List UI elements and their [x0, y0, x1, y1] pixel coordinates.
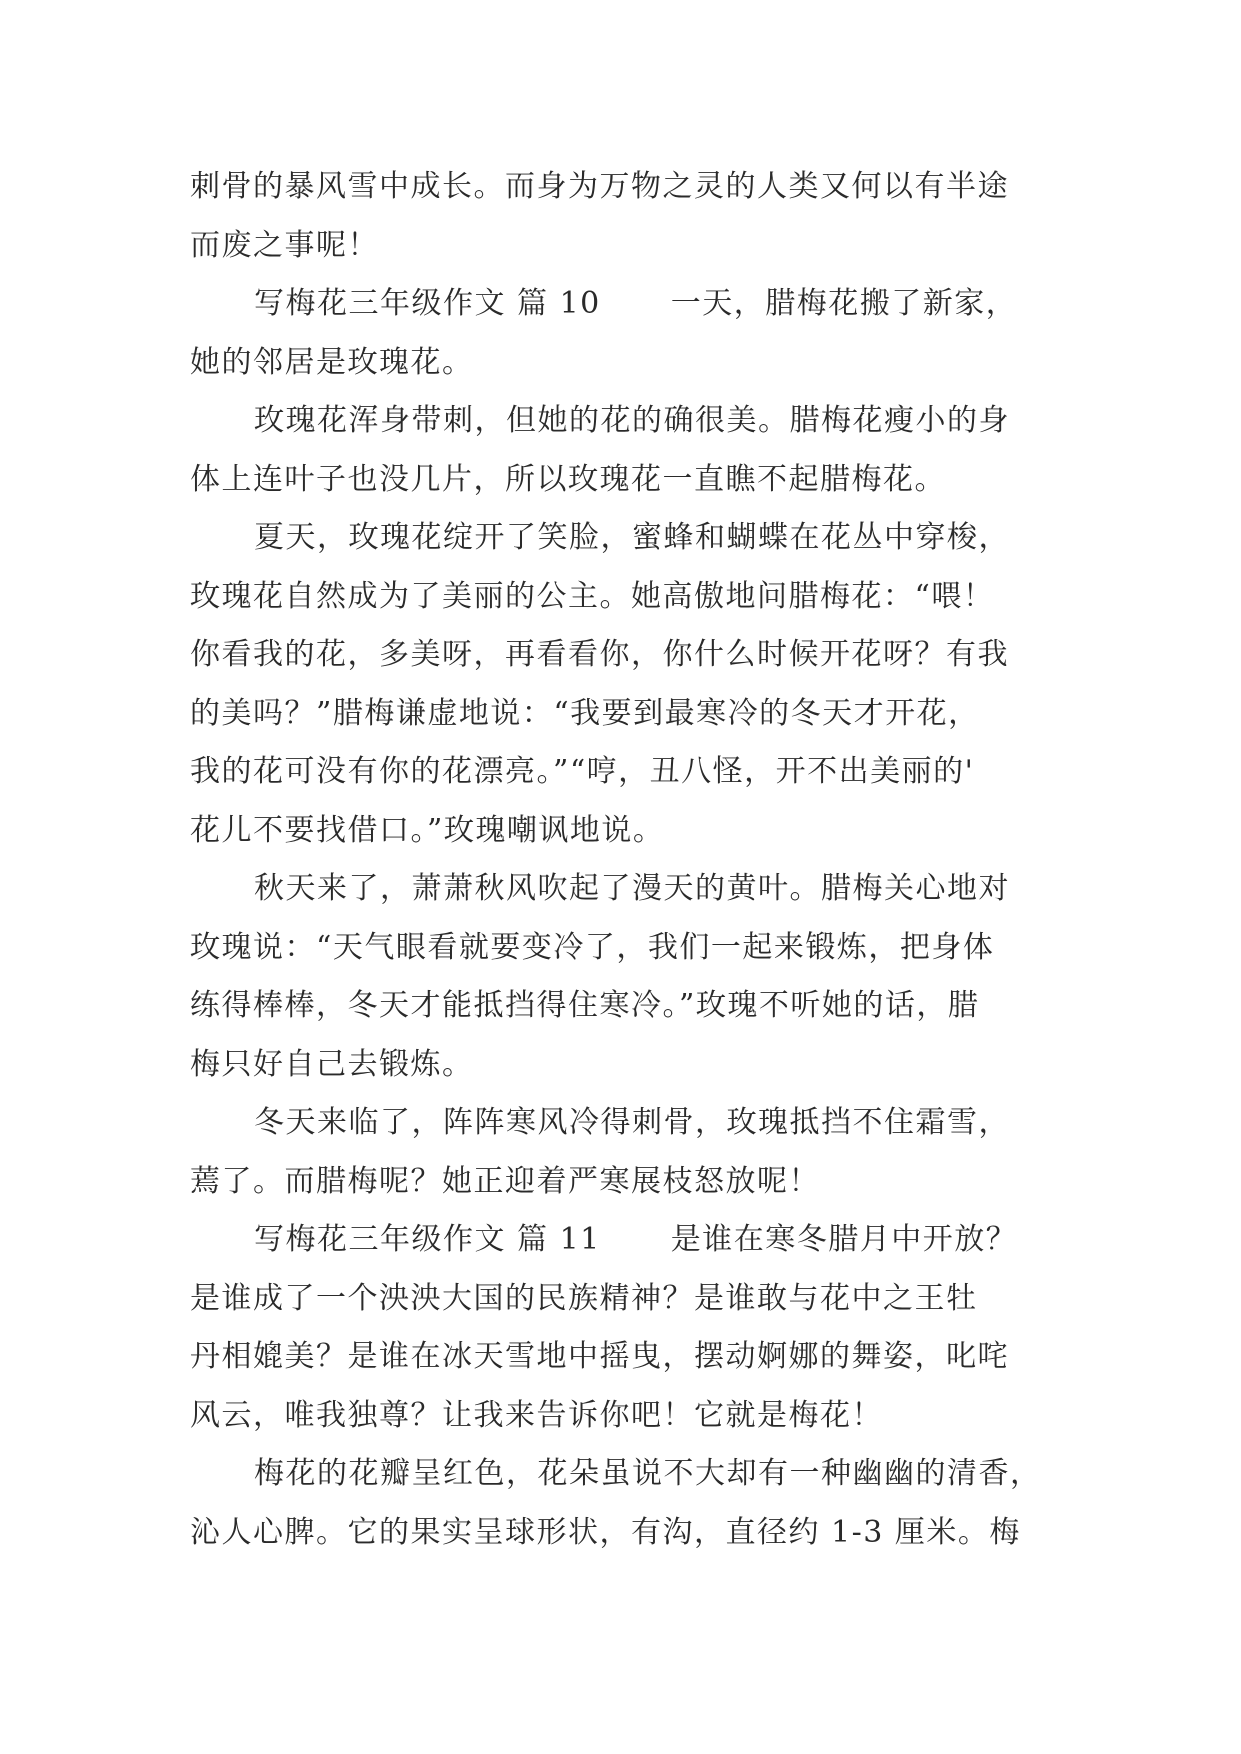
paragraph-start-line: 玫瑰花浑身带刺，但她的花的确很美。腊梅花瘦小的身 — [254, 403, 1010, 438]
text-line: 玫瑰花自然成为了美丽的公主。她高傲地问腊梅花：“喂！ — [190, 578, 995, 614]
text-line: 体上连叶子也没几片，所以玫瑰花一直瞧不起腊梅花。 — [190, 461, 946, 497]
text-line: 风云，唯我独尊？让我来告诉你吧！它就是梅花！ — [190, 1397, 883, 1433]
paragraph-start-line: 秋天来了，萧萧秋风吹起了漫天的黄叶。腊梅关心地对 — [254, 871, 1010, 906]
text-line: 蔫了。而腊梅呢？她正迎着严寒展枝怒放呢！ — [190, 1163, 820, 1199]
text-line: 你看我的花，多美呀，再看看你，你什么时候开花呀？有我 — [190, 637, 1009, 672]
paragraph-start-line: 冬天来临了，阵阵寒风冷得刺骨，玫瑰抵挡不住霜雪， — [254, 1105, 1010, 1140]
text-line: 练得棒棒，冬天才能抵挡得住寒冷。”玫瑰不听她的话，腊 — [190, 988, 980, 1023]
section-heading-line — [190, 275, 1060, 334]
text-line: 花儿不要找借口。”玫瑰嘲讽地说。 — [190, 812, 665, 848]
text-line: 她的邻居是玫瑰花。 — [190, 344, 474, 380]
text-line: 是谁成了一个泱泱大国的民族精神？是谁敢与花中之王牡 — [190, 1280, 978, 1316]
text-line: 丹相媲美？是谁在冰天雪地中摇曳，摆动婀娜的舞姿，叱咤 — [190, 1339, 1009, 1374]
text-line: 梅只好自己去锻炼。 — [190, 1046, 474, 1082]
document-body — [190, 158, 1060, 1562]
text-line: 而废之事呢！ — [190, 227, 379, 263]
text-fragment: 是谁在寒冬腊月中开放？ — [670, 1222, 1018, 1257]
text-line: 沁人心脾。它的果实呈球形状，有沟，直径约 1-3 厘米。梅 — [190, 1514, 1021, 1550]
text-line: 的美吗？”腊梅谦虚地说：“我要到最寒冷的冬天才开花， — [190, 695, 980, 731]
paragraph-start-line: 夏天，玫瑰花绽开了笑脸，蜜蜂和蝴蝶在花丛中穿梭， — [254, 520, 1010, 555]
text-line: 刺骨的暴风雪中成长。而身为万物之灵的人类又何以有半途 — [190, 169, 1009, 204]
section-heading: 写梅花三年级作文 篇 11 — [254, 1222, 601, 1257]
text-line: 玫瑰说：“天气眼看就要变冷了，我们一起来锻炼，把身体 — [190, 929, 995, 965]
text-line: 我的花可没有你的花漂亮。”“哼，丑八怪，开不出美丽的' — [190, 754, 975, 789]
text-fragment: 一天，腊梅花搬了新家， — [670, 286, 1018, 321]
section-heading: 写梅花三年级作文 篇 10 — [254, 286, 601, 321]
paragraph-start-line: 梅花的花瓣呈红色，花朵虽说不大却有一种幽幽的清香， — [254, 1456, 1042, 1491]
section-heading-line — [190, 1211, 1060, 1270]
